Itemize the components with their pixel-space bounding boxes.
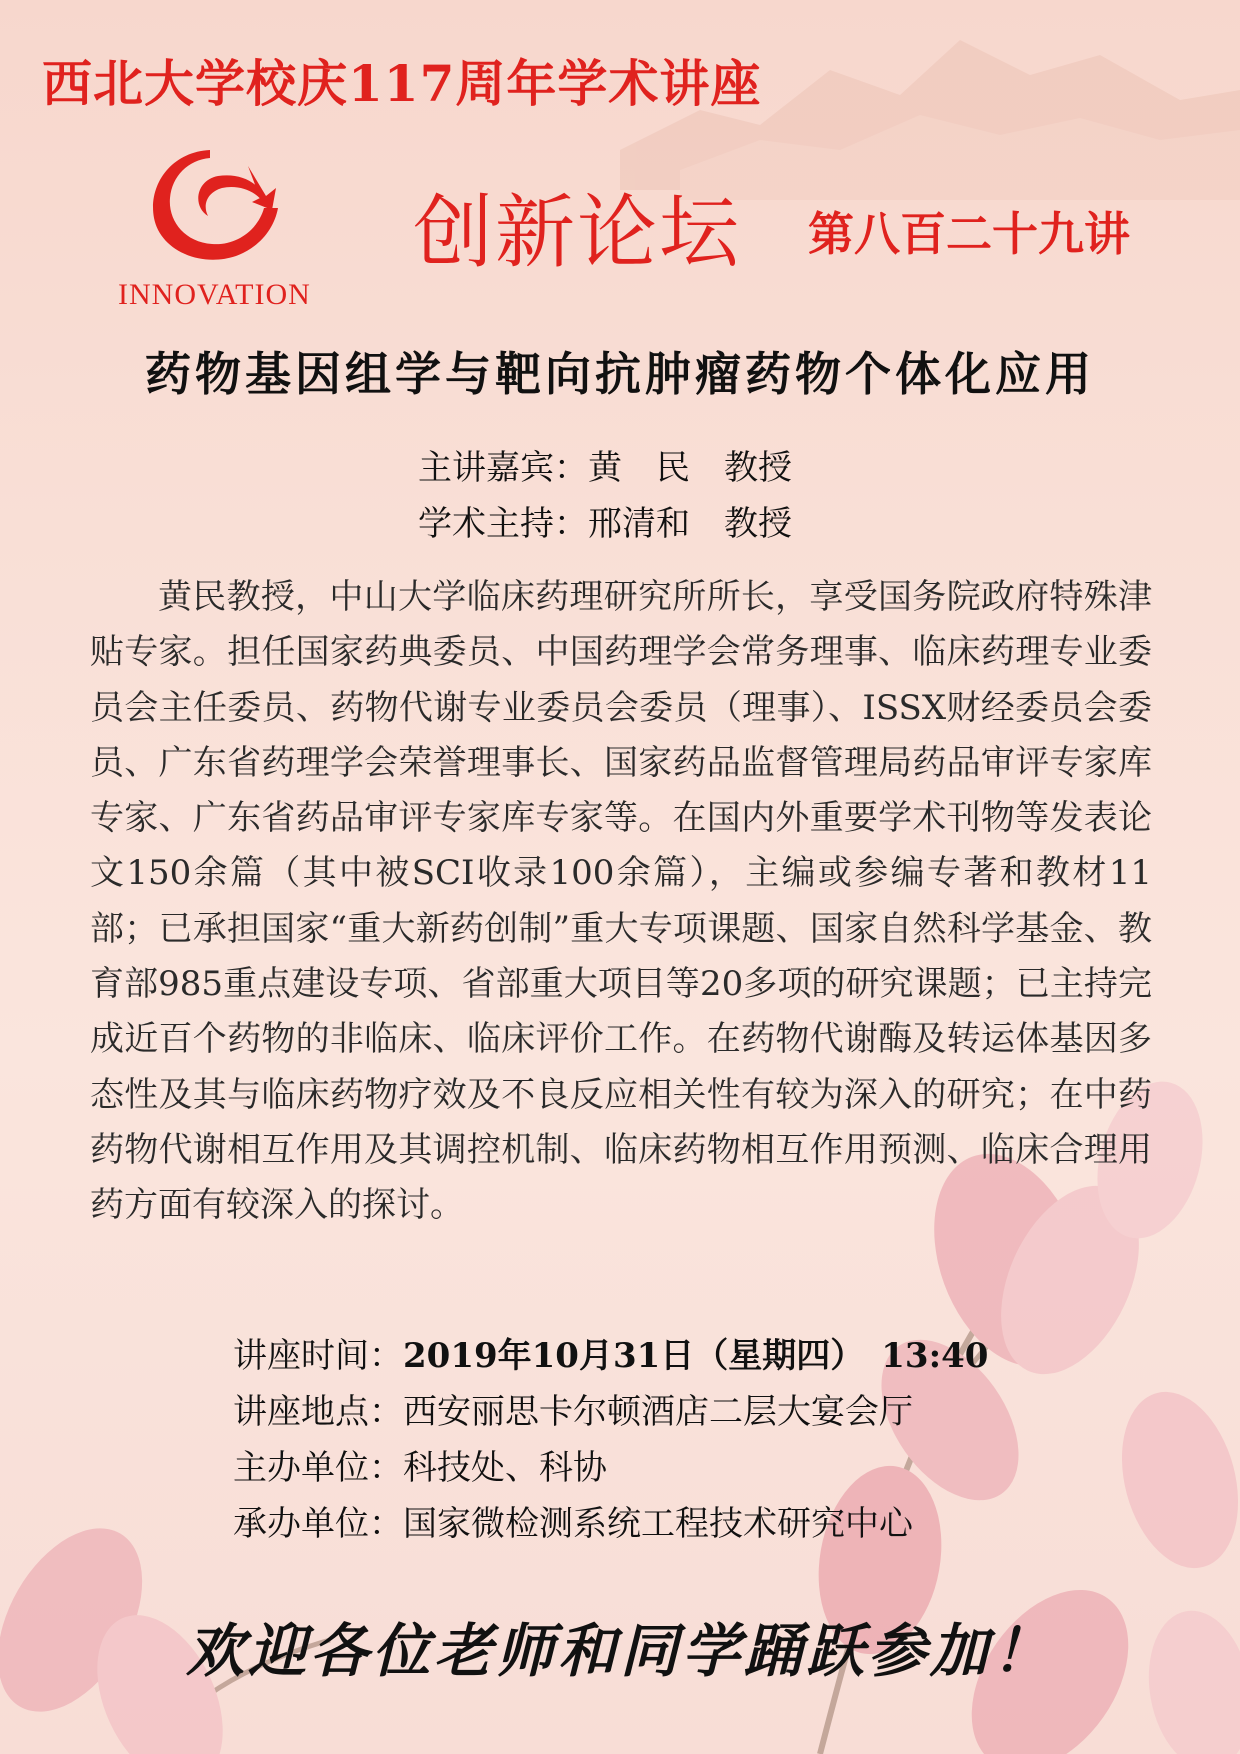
host-line: 学术主持：邢清和 教授: [418, 504, 792, 544]
undertaker-row: [233, 1496, 988, 1552]
speaker-biography: 黄民教授，中山大学临床药理研究所所长，享受国务院政府特殊津贴专家。担任国家药典委员、中国药理学会常务理事、临床药理专业委员会主任委员、药物代谢专业委员会委员（理事）、ISSX财经委员会委员、广东省药理学会荣誉理事长、国家药品监督管理局药品审评专家库专家、广东省药品审评专家库专家等。在国内外重要学术刊物等发表论文150余篇（其中被SCI收录100余篇），主编或参编专著和教材11部；已承担国家“重大新药创制”重大专项课题、国家自然科学基金、教育部985重点建设专项、省部重大项目等20多项的研究课题；已主持完成近百个药物的非临床、临床评价工作。在药物代谢酶及转运体基因多态性及其与临床药物疗效及不良反应相关性有较为深入的研究；在中药药物代谢相互作用及其调控机制、临床药物相互作用预测、临床合理用药方面有较深入的探讨。: [90, 577, 1152, 1226]
speaker-line: 主讲嘉宾：黄 民 教授: [418, 448, 792, 488]
place-value: 西安丽思卡尔顿酒店二层大宴会厅: [403, 1392, 913, 1432]
speaker-block: [418, 440, 792, 552]
anniversary-title: 西北大学校庆117周年学术讲座: [42, 54, 762, 113]
innovation-swirl-logo: [148, 146, 288, 266]
undertaker-value: 国家微检测系统工程技术研究中心: [403, 1504, 913, 1544]
time-row: [233, 1328, 988, 1384]
organizer-row: [233, 1440, 988, 1496]
forum-name: 创新论坛: [413, 186, 741, 279]
lecture-details: [233, 1328, 988, 1552]
place-row: [233, 1384, 988, 1440]
lecture-title: 药物基因组学与靶向抗肿瘤药物个体化应用: [145, 347, 1095, 401]
organizer-label: 主办单位：: [233, 1448, 403, 1488]
place-label: 讲座地点：: [233, 1392, 403, 1432]
logo-text: INNOVATION: [118, 278, 311, 311]
time-value: 2019年10月31日（星期四） 13:40: [403, 1336, 989, 1376]
undertaker-label: 承办单位：: [233, 1504, 403, 1544]
organizer-value: 科技处、科协: [403, 1448, 607, 1488]
welcome-message: 欢迎各位老师和同学踊跃参加！: [185, 1617, 1054, 1685]
time-label: 讲座时间：: [233, 1336, 403, 1376]
lecture-number: 第八百二十九讲: [808, 207, 1130, 261]
